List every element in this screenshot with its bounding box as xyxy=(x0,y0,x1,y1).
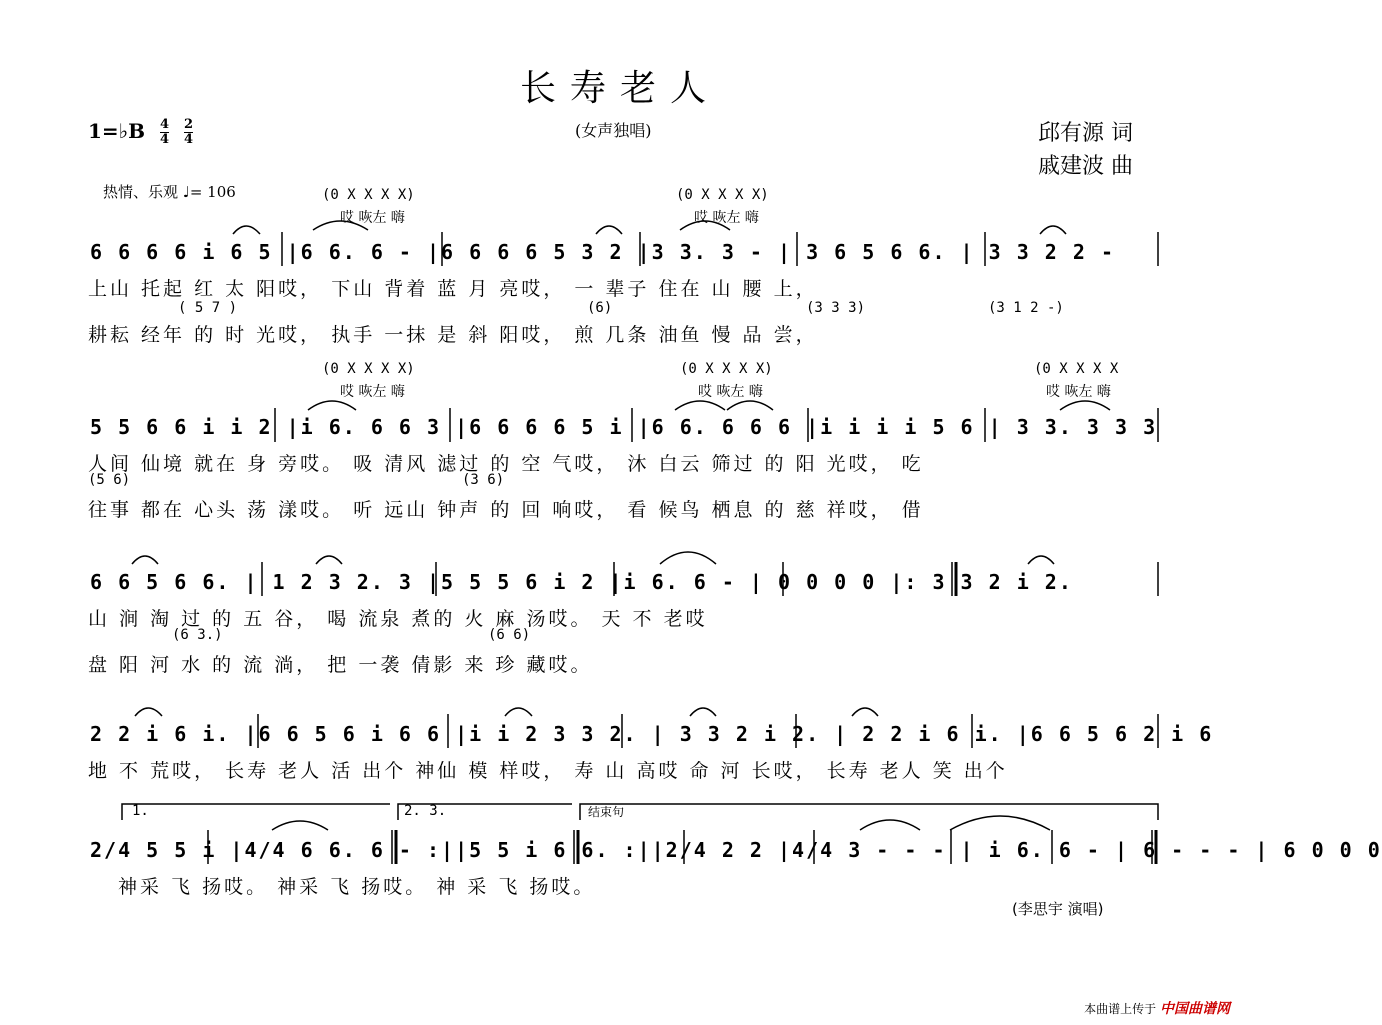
volta-1-label: 1. xyxy=(132,803,149,819)
lyric-line-5a: 神采 飞 扬哎。 神采 飞 扬哎。 神 采 飞 扬哎。 xyxy=(118,876,596,898)
lyric-line-2a: 人间 仙境 就在 身 旁哎。 吸 清风 滤过 的 空 气哎， 沐 白云 筛过 的 阳 光哎， 吃 xyxy=(88,453,924,475)
annotation-words: 哎 咴左 嗨 xyxy=(340,210,405,226)
time-signature-1: $\frac{4}{4}$ xyxy=(159,117,170,147)
annotation-words: 哎 咴左 嗨 xyxy=(694,210,759,226)
variant-notes: (6) xyxy=(587,300,613,316)
annotation-words: 哎 咴左 嗨 xyxy=(340,384,405,400)
notation-line-2: 5 5 6 6 i i 2 |i 6. 6 6 3 |6 6 6 6 5 i |6 6. 6 6 6 |i i i i 5 6 | 3 3. 3 3 3 xyxy=(90,415,1158,439)
notation-line-4: 2 2 i 6 i. |6 6 5 6 i 6 6 |i i 2 3 3 2. | 3 3 2 i 2. | 2 2 i 6 i. |6 6 5 6 2 i 6 xyxy=(90,722,1214,746)
annotation-words: 哎 咴左 嗨 xyxy=(1046,384,1111,400)
variant-notes: (3 6) xyxy=(462,472,505,488)
annotation-rhythm: (0 X X X X) xyxy=(322,361,415,377)
variant-notes: (3 3 3) xyxy=(806,300,866,316)
key-label: 1=♭B xyxy=(88,119,146,143)
annotation-words: 哎 咴左 嗨 xyxy=(698,384,763,400)
notation-line-1: 6 6 6 6 i 6 5 |6 6. 6 - |6 6 6 6 5 3 2 |3 3. 3 - | 3 6 5 6 6. | 3 3 2 2 - xyxy=(90,240,1115,264)
tempo-marking: 热情、乐观 ♩= 106 xyxy=(103,183,236,201)
footer-prefix: 本曲谱上传于 xyxy=(1084,1002,1157,1016)
footer-brand-logo: 中国曲谱网 xyxy=(1160,1001,1230,1017)
notation-line-3: 6 6 5 6 6. | 1 2 3 2. 3 |5 5 5 6 i 2 |i 6. 6 - | 0 0 0 0 |: 3 3 2 i 2. xyxy=(90,570,1073,594)
lyricist-credit: 邱有源 词 xyxy=(1038,121,1133,146)
annotation-rhythm: (0 X X X X xyxy=(1034,361,1119,377)
variant-notes: (5 6) xyxy=(88,472,131,488)
composer-credit: 戚建波 曲 xyxy=(1038,154,1133,179)
variant-notes: (6 6) xyxy=(488,627,531,643)
coda-label: 结束句 xyxy=(588,805,625,819)
lyric-line-3b: 盘 阳 河 水 的 流 淌， 把 一袭 倩影 来 珍 藏哎。 xyxy=(88,654,593,676)
performer-credit: (李思宇 演唱) xyxy=(1012,900,1104,918)
volta-2-label: 2. 3. xyxy=(404,803,447,819)
variant-notes: (3 1 2 -) xyxy=(988,300,1064,316)
lyric-line-2b: 往事 都在 心头 荡 漾哎。 听 远山 钟声 的 回 响哎， 看 候鸟 栖息 的 慈 祥哎， 借 xyxy=(88,499,924,521)
subtitle: (女声独唱) xyxy=(575,121,652,140)
lyric-line-1a: 上山 托起 红 太 阳哎， 下山 背着 蓝 月 亮哎， 一 辈子 住在 山 腰 上， xyxy=(88,278,818,300)
lyric-line-4a: 地 不 荒哎， 长寿 老人 活 出个 神仙 模 样哎， 寿 山 高哎 命 河 长哎， 长寿 老人 笑 出个 xyxy=(88,760,1008,782)
lyric-line-1b: 耕耘 经年 的 时 光哎， 执手 一抹 是 斜 阳哎， 煎 几条 油鱼 慢 品 尝， xyxy=(88,324,818,346)
annotation-rhythm: (0 X X X X) xyxy=(676,187,769,203)
time-signature-2: $\frac{2}{4}$ xyxy=(184,117,194,147)
notation-line-5: 2/4 5 5 i |4/4 6 6. 6 - :||5 5 i 6 6. :||2/4 2 2 |4/4 3 - - - | i 6. 6 - | 6 - - - | 6 0 0 0 xyxy=(90,838,1382,862)
annotation-rhythm: (0 X X X X) xyxy=(680,361,773,377)
song-title: 长寿老人 xyxy=(519,68,720,109)
variant-notes: ( 5 7 ) xyxy=(178,300,238,316)
lyric-line-3a: 山 涧 淘 过 的 五 谷， 喝 流泉 煮的 火 麻 汤哎。 天 不 老哎 xyxy=(88,608,708,630)
variant-notes: (6 3.) xyxy=(172,627,223,643)
annotation-rhythm: (0 X X X X) xyxy=(322,187,415,203)
